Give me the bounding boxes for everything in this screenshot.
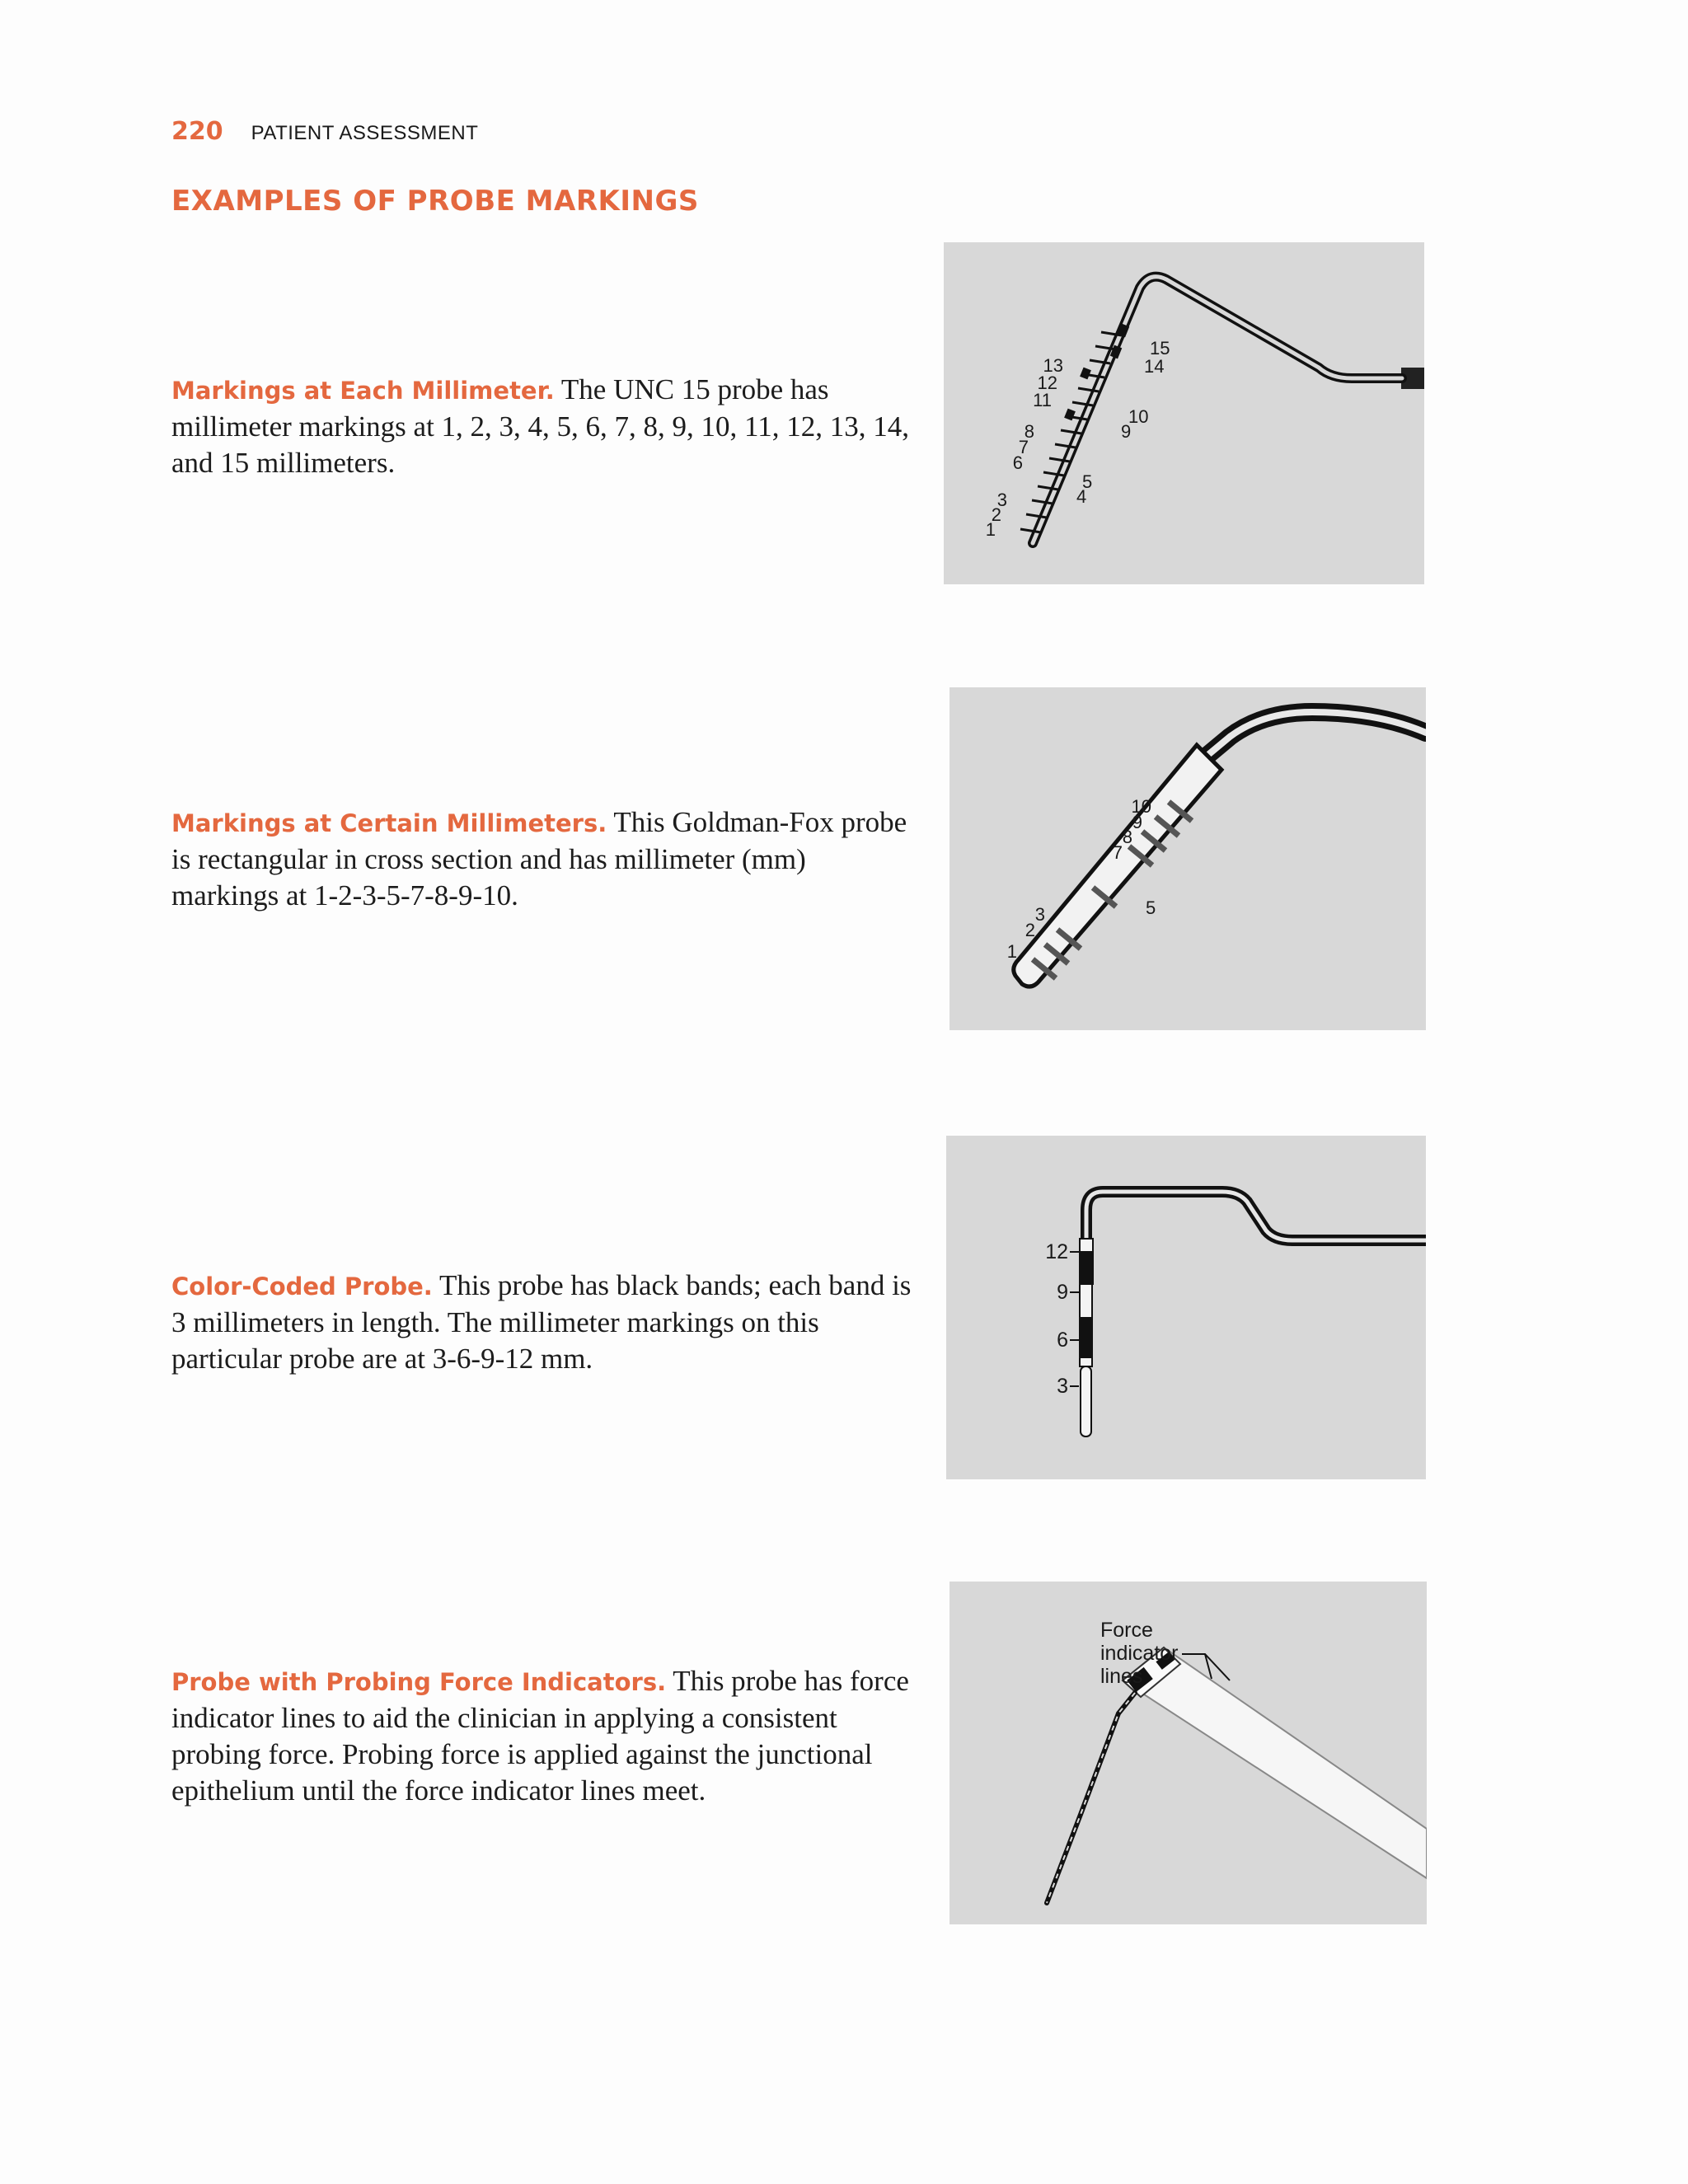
tick-label: 1 bbox=[985, 519, 996, 540]
example-2-lead: Markings at Certain Millimeters. bbox=[171, 809, 607, 837]
unc15-left-labels bbox=[986, 355, 1063, 540]
example-3-body: This probe has black bands; each band is 3 millimeters in length. The millimeter markings on this particular probe are at 3-6-9-12 mm. bbox=[171, 1269, 912, 1375]
unc15-probe-image bbox=[944, 242, 1424, 584]
example-2-text bbox=[171, 804, 913, 914]
unc15-right-labels bbox=[1076, 338, 1170, 507]
example-3-text bbox=[171, 1268, 913, 1377]
tick-label: 3 bbox=[1034, 904, 1045, 925]
tick-label: 12 bbox=[1037, 373, 1057, 393]
tick-label: 1 bbox=[1006, 941, 1017, 962]
color-coded-labels bbox=[1045, 1240, 1068, 1398]
tick-label: 12 bbox=[1045, 1240, 1068, 1263]
unc15-probe-figure bbox=[944, 242, 1424, 584]
tick-label: 8 bbox=[1024, 421, 1034, 442]
section-title: PATIENT ASSESSMENT bbox=[251, 122, 479, 144]
tick-label: 8 bbox=[1122, 827, 1132, 847]
tick-label: 10 bbox=[1131, 796, 1151, 817]
page-number: 220 bbox=[171, 117, 223, 146]
example-4-body: This probe has force indicator lines to aid the clinician in applying a consistent probing force. Probing force is applied against the junctional epithelium until the force indicator lines meet. bbox=[171, 1665, 909, 1807]
tick-label: 9 bbox=[1132, 812, 1142, 832]
callout-line-2: indicator bbox=[1100, 1642, 1179, 1665]
tick-label: 3 bbox=[1057, 1375, 1068, 1398]
tick-label: 5 bbox=[1082, 471, 1093, 492]
tick-label: 7 bbox=[1018, 437, 1029, 457]
color-coded-probe-figure bbox=[946, 1136, 1426, 1479]
callout-line-3: lines bbox=[1100, 1665, 1143, 1688]
example-1-text bbox=[171, 372, 913, 481]
tick-label: 10 bbox=[1128, 406, 1149, 427]
force-indicator-probe-figure bbox=[950, 1582, 1427, 1924]
goldman-fox-probe-image bbox=[950, 687, 1426, 1030]
example-1-body: The UNC 15 probe has millimeter markings at 1, 2, 3, 4, 5, 6, 7, 8, 9, 10, 11, 12, 13, 14, and 15 millimeters. bbox=[171, 373, 910, 479]
tick-label: 7 bbox=[1112, 842, 1123, 863]
example-2-body: This Goldman-Fox probe is rectangular in cross section and has millimeter (mm) markings at 1-2-3-5-7-8-9-10. bbox=[171, 806, 907, 912]
goldman-fox-right-labels bbox=[1146, 898, 1156, 918]
tick-label: 5 bbox=[1146, 898, 1156, 918]
callout-line-1: Force bbox=[1100, 1619, 1153, 1642]
tick-label: 6 bbox=[1012, 452, 1023, 473]
example-1-lead: Markings at Each Millimeter. bbox=[171, 377, 555, 405]
tick-label: 3 bbox=[996, 490, 1007, 510]
tick-label: 2 bbox=[991, 504, 1001, 525]
goldman-fox-probe-figure bbox=[950, 687, 1426, 1030]
tick-label: 14 bbox=[1144, 356, 1165, 377]
force-indicator-probe-image bbox=[950, 1582, 1427, 1924]
tick-label: 9 bbox=[1121, 421, 1132, 442]
tick-label: 9 bbox=[1057, 1281, 1068, 1304]
running-header bbox=[171, 117, 478, 146]
color-coded-probe-image bbox=[946, 1136, 1426, 1479]
tick-label: 15 bbox=[1150, 338, 1170, 359]
example-4-text bbox=[171, 1663, 913, 1809]
tick-label: 6 bbox=[1057, 1329, 1068, 1352]
example-4-lead: Probe with Probing Force Indicators. bbox=[171, 1668, 667, 1696]
tick-label: 13 bbox=[1043, 355, 1063, 376]
example-3-lead: Color-Coded Probe. bbox=[171, 1272, 433, 1301]
page-heading: EXAMPLES OF PROBE MARKINGS bbox=[171, 185, 699, 218]
tick-label: 4 bbox=[1076, 486, 1087, 507]
tick-label: 2 bbox=[1025, 920, 1035, 940]
tick-label: 11 bbox=[1033, 390, 1052, 410]
